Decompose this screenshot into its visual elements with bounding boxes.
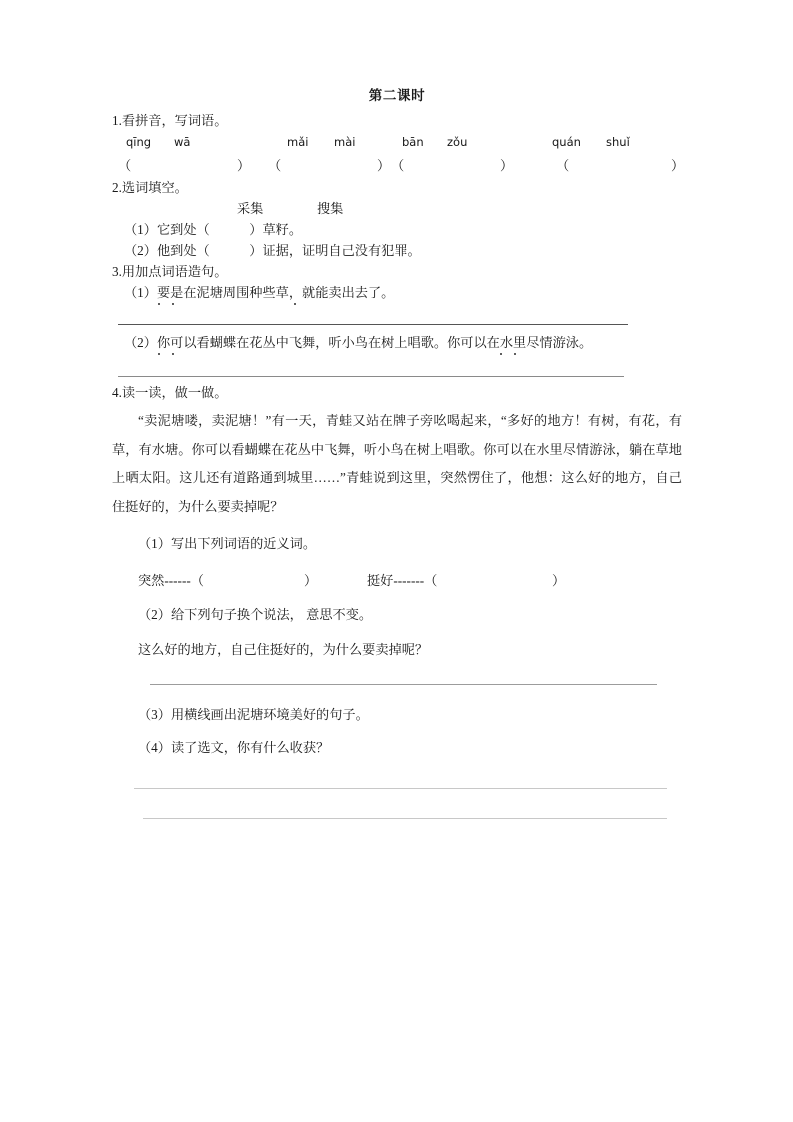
emphasis-dot [158, 353, 160, 355]
pinyin-shui: shuǐ [606, 135, 630, 149]
spacer [112, 758, 682, 788]
pinyin-zou: zǒu [447, 135, 468, 149]
pinyin-mai-fall: mài [334, 135, 356, 149]
bracket-open-2[interactable]: （ [268, 158, 282, 173]
pinyin-qing: qīng [126, 135, 152, 149]
spacer [112, 594, 682, 604]
emphasis-dots-item-1 [112, 303, 682, 310]
pinyin-quan: quán [552, 135, 581, 149]
emphasis-dot [294, 303, 296, 305]
bracket-open-4[interactable]: （ [556, 158, 570, 173]
page-title: 第二课时 [368, 88, 426, 103]
exercise-1-heading: 1.看拼音，写词语。 [112, 113, 228, 128]
emphasis-dot [514, 353, 516, 355]
exercise-3-item-1-text: （1）要是在泥塘周围种些草，就能卖出去了。 [124, 285, 395, 300]
exercise-4-q1-label: （1）写出下列词语的近义词。 [138, 536, 317, 551]
exercise-4-heading: 4.读一读，做一做。 [112, 385, 228, 400]
pinyin-wa: wā [174, 135, 191, 149]
emphasis-dot [172, 353, 174, 355]
spacer [112, 684, 682, 704]
content-sheet [112, 86, 685, 818]
exercise-3-item-2-text: （2）你可以看蝴蝶在花丛中飞舞，听小鸟在树上唱歌。你可以在水里尽情游泳。 [124, 335, 593, 350]
exercise-3-heading: 3.用加点词语造句。 [112, 264, 228, 279]
rule-line [150, 684, 657, 685]
bracket-open-3[interactable]: （ [391, 158, 405, 173]
spacer [112, 554, 682, 570]
synonym-blank-close-1[interactable]: ） [304, 573, 318, 588]
word-bank-option-souji[interactable]: 搜集 [317, 201, 344, 216]
pinyin-ban: bān [402, 135, 424, 149]
bracket-close-4[interactable]: ） [671, 158, 685, 173]
spacer [112, 521, 682, 533]
passage-paragraph: “卖泥塘喽，卖泥塘！”有一天，青蛙又站在牌子旁吆喝起来，“多好的地方！有树，有花，有草，有水塘。你可以看蝴蝶在花丛中飞舞，听小鸟在树上唱歌。你可以在水里尽情游泳，躺在草地上晒太阳。这儿还有道路通到城里……”青蛙说到这里，突然愣住了，他想：这么好的地方，自己住挺好的，为什么要卖掉呢？ [112, 413, 682, 514]
reading-passage [112, 407, 682, 521]
exercise-4-q4-label: （4）读了选文，你有什么收获？ [138, 740, 330, 755]
pinyin-row [112, 135, 682, 155]
pinyin-mai-low: mǎi [287, 135, 309, 149]
exercise-2-item-2[interactable]: （2）他到处（ ）证据，证明自己没有犯罪。 [124, 243, 421, 258]
exercise-4-q2-sentence: 这么好的地方，自己住挺好的，为什么要卖掉呢？ [138, 642, 429, 657]
synonym-prompt-turan: 突然------（ [138, 573, 204, 588]
synonym-answer-row [112, 570, 682, 594]
exercise-2-heading: 2.选词填空。 [112, 180, 188, 195]
rule-line [118, 324, 628, 325]
spacer [112, 324, 682, 332]
bracket-close-2[interactable]: ） [377, 158, 391, 173]
exercise-2-item-1[interactable]: （1）它到处（ ）草籽。 [124, 222, 303, 237]
spacer [112, 788, 682, 818]
bracket-close-1[interactable]: ） [237, 158, 251, 173]
synonym-blank-close-2[interactable]: ） [552, 573, 566, 588]
spacer [112, 660, 682, 684]
emphasis-dot [500, 353, 502, 355]
word-bank-option-caiji[interactable]: 采集 [237, 201, 264, 216]
bracket-open-1[interactable]: （ [118, 158, 132, 173]
spacer [112, 310, 682, 324]
exercise-4-q2-label: （2）给下列句子换个说法， 意思不变。 [138, 607, 373, 622]
rule-line [134, 788, 667, 789]
emphasis-dots-item-2 [112, 353, 682, 360]
answer-bracket-row [112, 155, 685, 177]
word-bank-row [112, 198, 682, 219]
bracket-close-3[interactable]: ） [500, 158, 514, 173]
exercise-4-q3-label: （3）用横线画出泥塘环境美好的句子。 [138, 707, 369, 722]
rule-line [118, 376, 624, 377]
rule-line [143, 818, 667, 819]
emphasis-dot [158, 303, 160, 305]
spacer [112, 360, 682, 376]
spacer [112, 725, 682, 737]
synonym-prompt-tinghao: 挺好-------（ [367, 573, 438, 588]
emphasis-dot [172, 303, 174, 305]
spacer [112, 625, 682, 639]
